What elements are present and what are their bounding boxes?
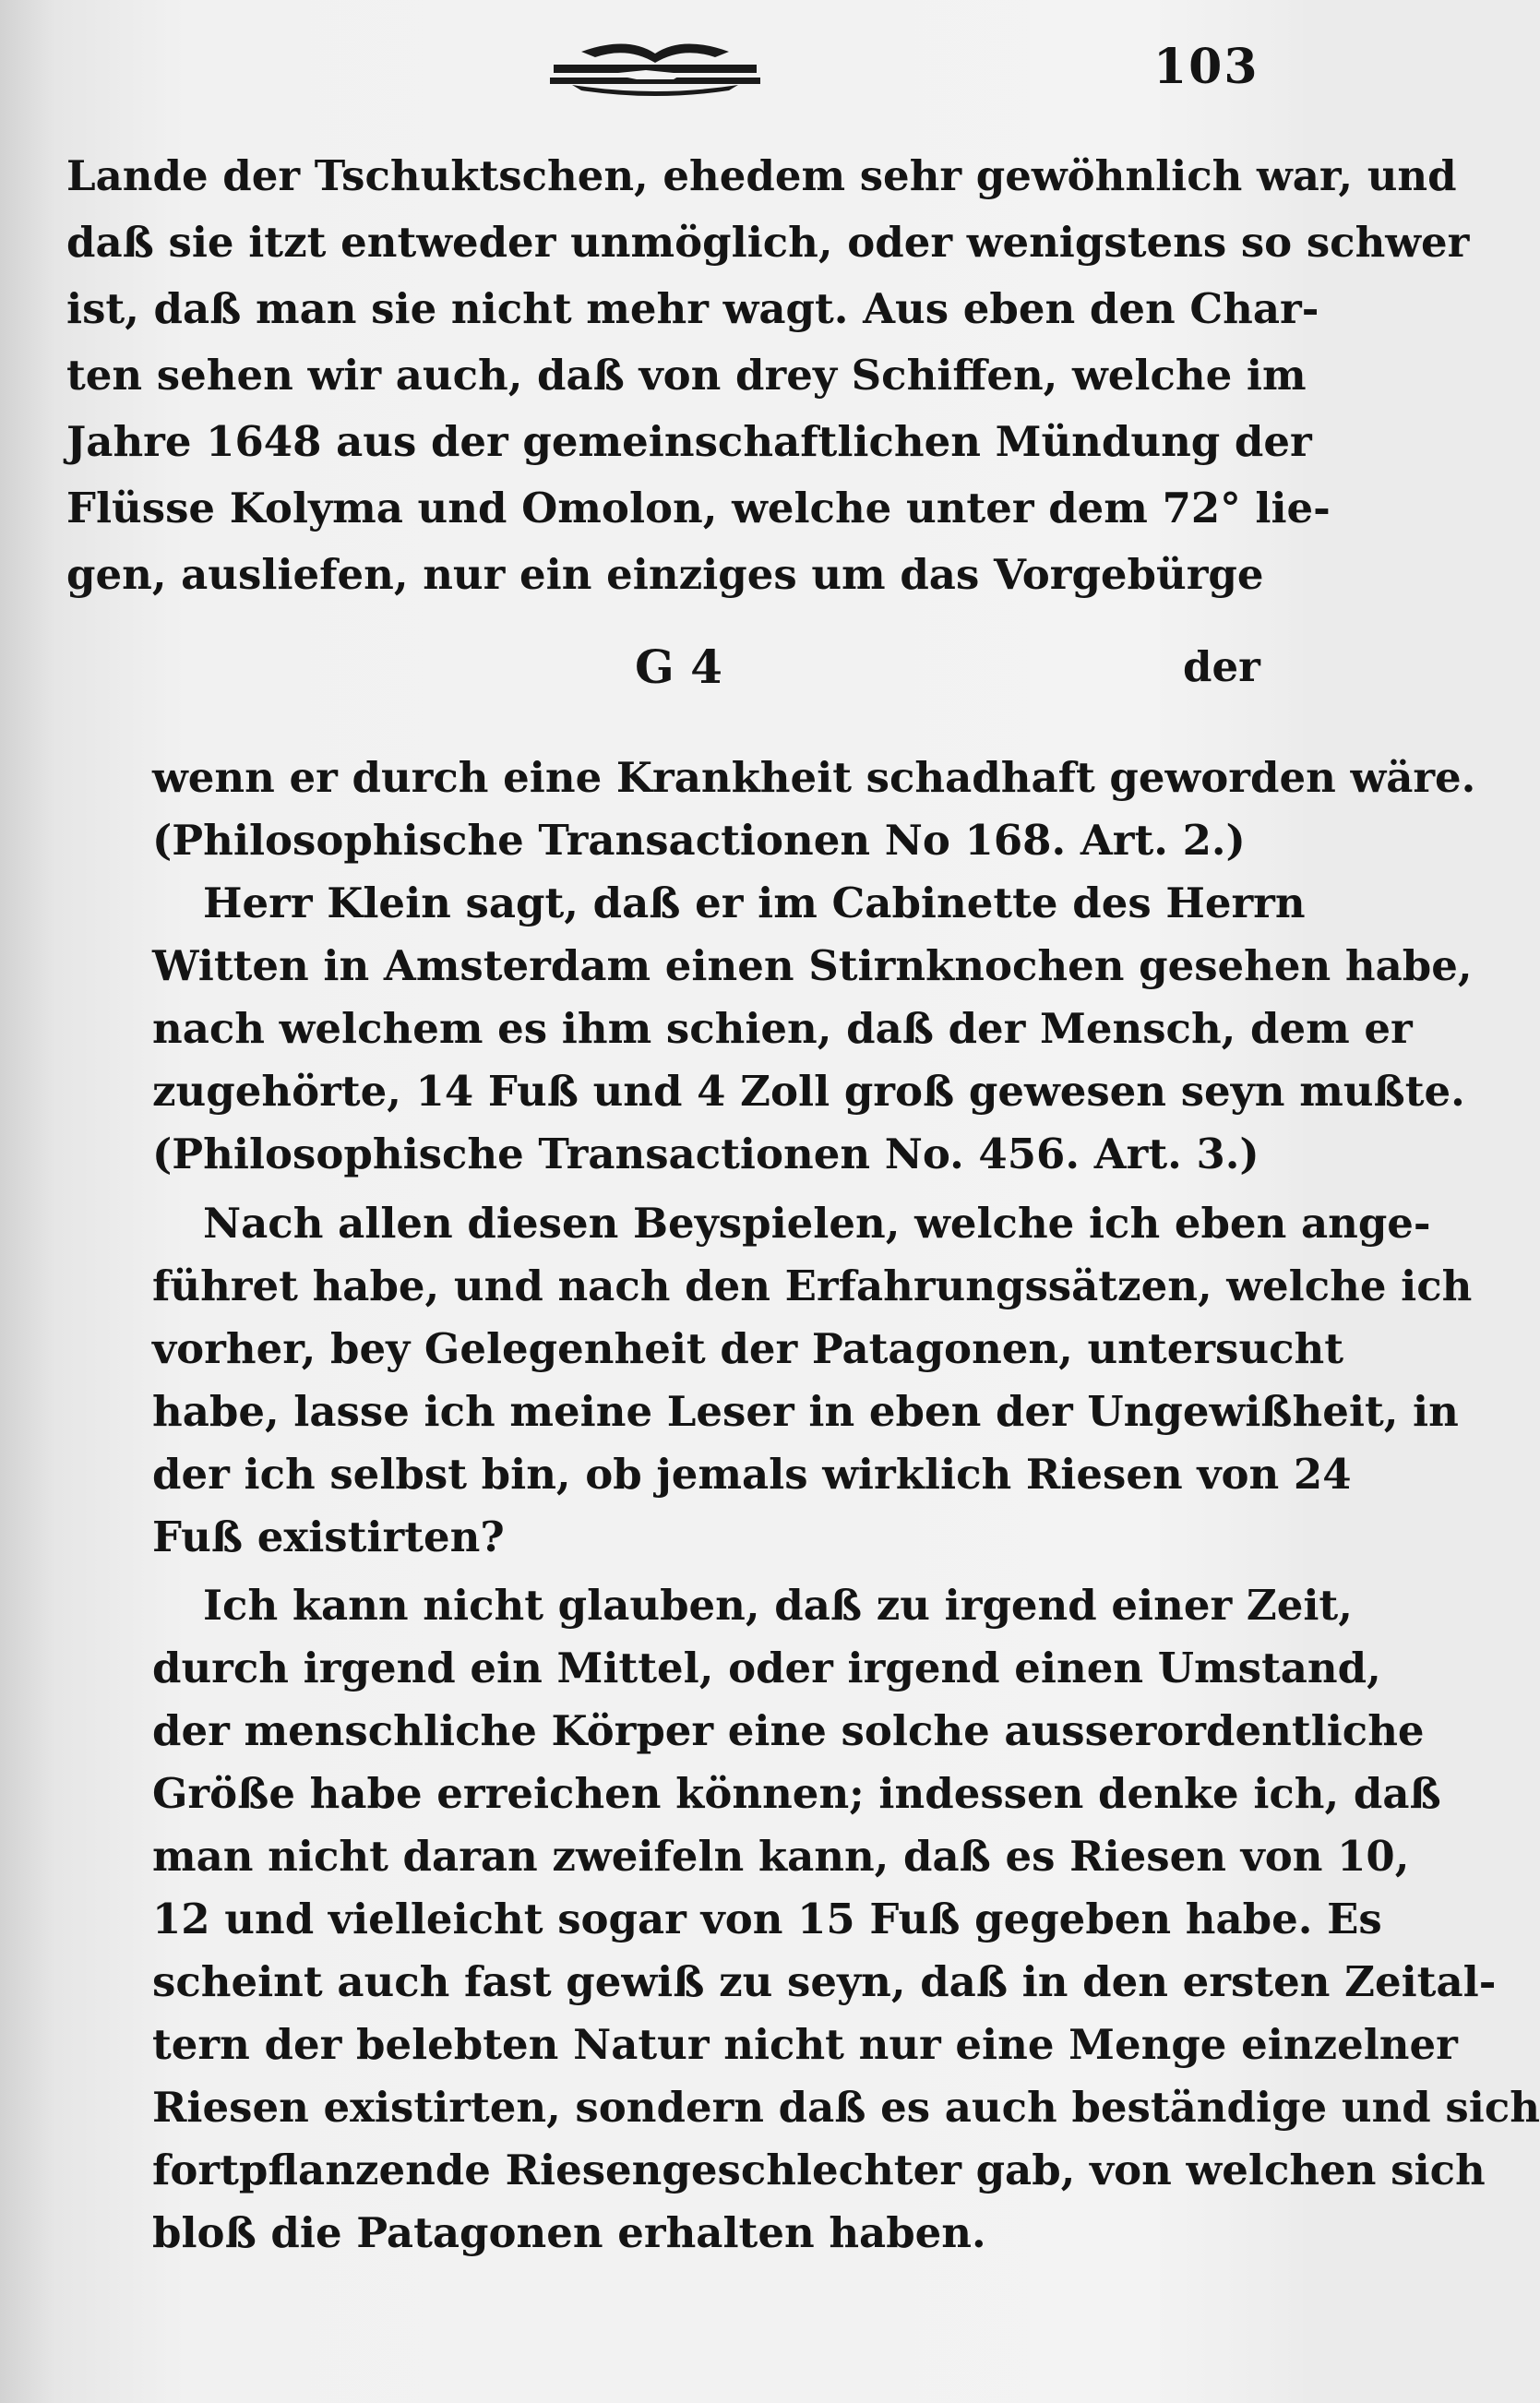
- text-line: nach welchem es ihm schien, daß der Mensch, dem er: [152, 1004, 1413, 1053]
- text-line: ist, daß man sie nicht mehr wagt. Aus eben den Char-: [66, 284, 1319, 333]
- text-line: man nicht daran zweifeln kann, daß es Riesen von 10,: [152, 1832, 1410, 1881]
- text-line: Jahre 1648 aus der gemeinschaftlichen Mündung der: [66, 417, 1312, 466]
- ornament-vignette: [544, 33, 766, 98]
- catchword: der: [1183, 642, 1260, 691]
- text-line: Größe habe erreichen können; indessen denke ich, daß: [152, 1769, 1441, 1818]
- text-line: 12 und vielleicht sogar von 15 Fuß gegeben habe. Es: [152, 1895, 1382, 1943]
- text-line: (Philosophische Transactionen No 168. Art. 2.): [152, 816, 1246, 865]
- page-number: 103: [1153, 39, 1259, 95]
- text-line: Nach allen diesen Beyspielen, welche ich eben ange-: [203, 1199, 1431, 1248]
- text-line: Ich kann nicht glauben, daß zu irgend einer Zeit,: [203, 1581, 1353, 1630]
- text-line: ten sehen wir auch, daß von drey Schiffen, welche im: [66, 351, 1307, 400]
- text-line: Herr Klein sagt, daß er im Cabinette des Herrn: [203, 879, 1306, 927]
- text-line: führet habe, und nach den Erfahrungssätzen, welche ich: [152, 1261, 1473, 1310]
- text-line: Lande der Tschuktschen, ehedem sehr gewöhnlich war, und: [66, 151, 1457, 200]
- text-line: vorher, bey Gelegenheit der Patagonen, untersucht: [152, 1324, 1343, 1373]
- text-line: zugehörte, 14 Fuß und 4 Zoll groß gewesen seyn mußte.: [152, 1067, 1465, 1116]
- text-line: fortpflanzende Riesengeschlechter gab, von welchen sich: [152, 2146, 1486, 2194]
- text-line: wenn er durch eine Krankheit schadhaft geworden wäre.: [152, 753, 1476, 802]
- text-line: der ich selbst bin, ob jemals wirklich Riesen von 24: [152, 1450, 1352, 1499]
- text-line: Riesen existirten, sondern daß es auch beständige und sich: [152, 2083, 1540, 2132]
- text-line: tern der belebten Natur nicht nur eine Menge einzelner: [152, 2020, 1458, 2069]
- text-line: Fuß existirten?: [152, 1512, 505, 1561]
- text-line: habe, lasse ich meine Leser in eben der Ungewißheit, in: [152, 1387, 1459, 1436]
- text-line: der menschliche Körper eine solche ausserordentliche: [152, 1706, 1425, 1755]
- text-line: gen, ausliefen, nur ein einziges um das Vorgebürge: [66, 550, 1264, 599]
- text-line: durch irgend ein Mittel, oder irgend einen Umstand,: [152, 1644, 1381, 1692]
- text-line: Flüsse Kolyma und Omolon, welche unter dem 72° lie-: [66, 484, 1331, 532]
- text-line: Witten in Amsterdam einen Stirnknochen gesehen habe,: [152, 941, 1473, 990]
- text-line: scheint auch fast gewiß zu seyn, daß in den ersten Zeital-: [152, 1957, 1497, 2006]
- text-line: bloß die Patagonen erhalten haben.: [152, 2208, 986, 2257]
- text-line: daß sie itzt entweder unmöglich, oder wenigstens so schwer: [66, 218, 1470, 267]
- signature-mark: G 4: [635, 640, 722, 694]
- text-line: (Philosophische Transactionen No. 456. Art. 3.): [152, 1130, 1259, 1178]
